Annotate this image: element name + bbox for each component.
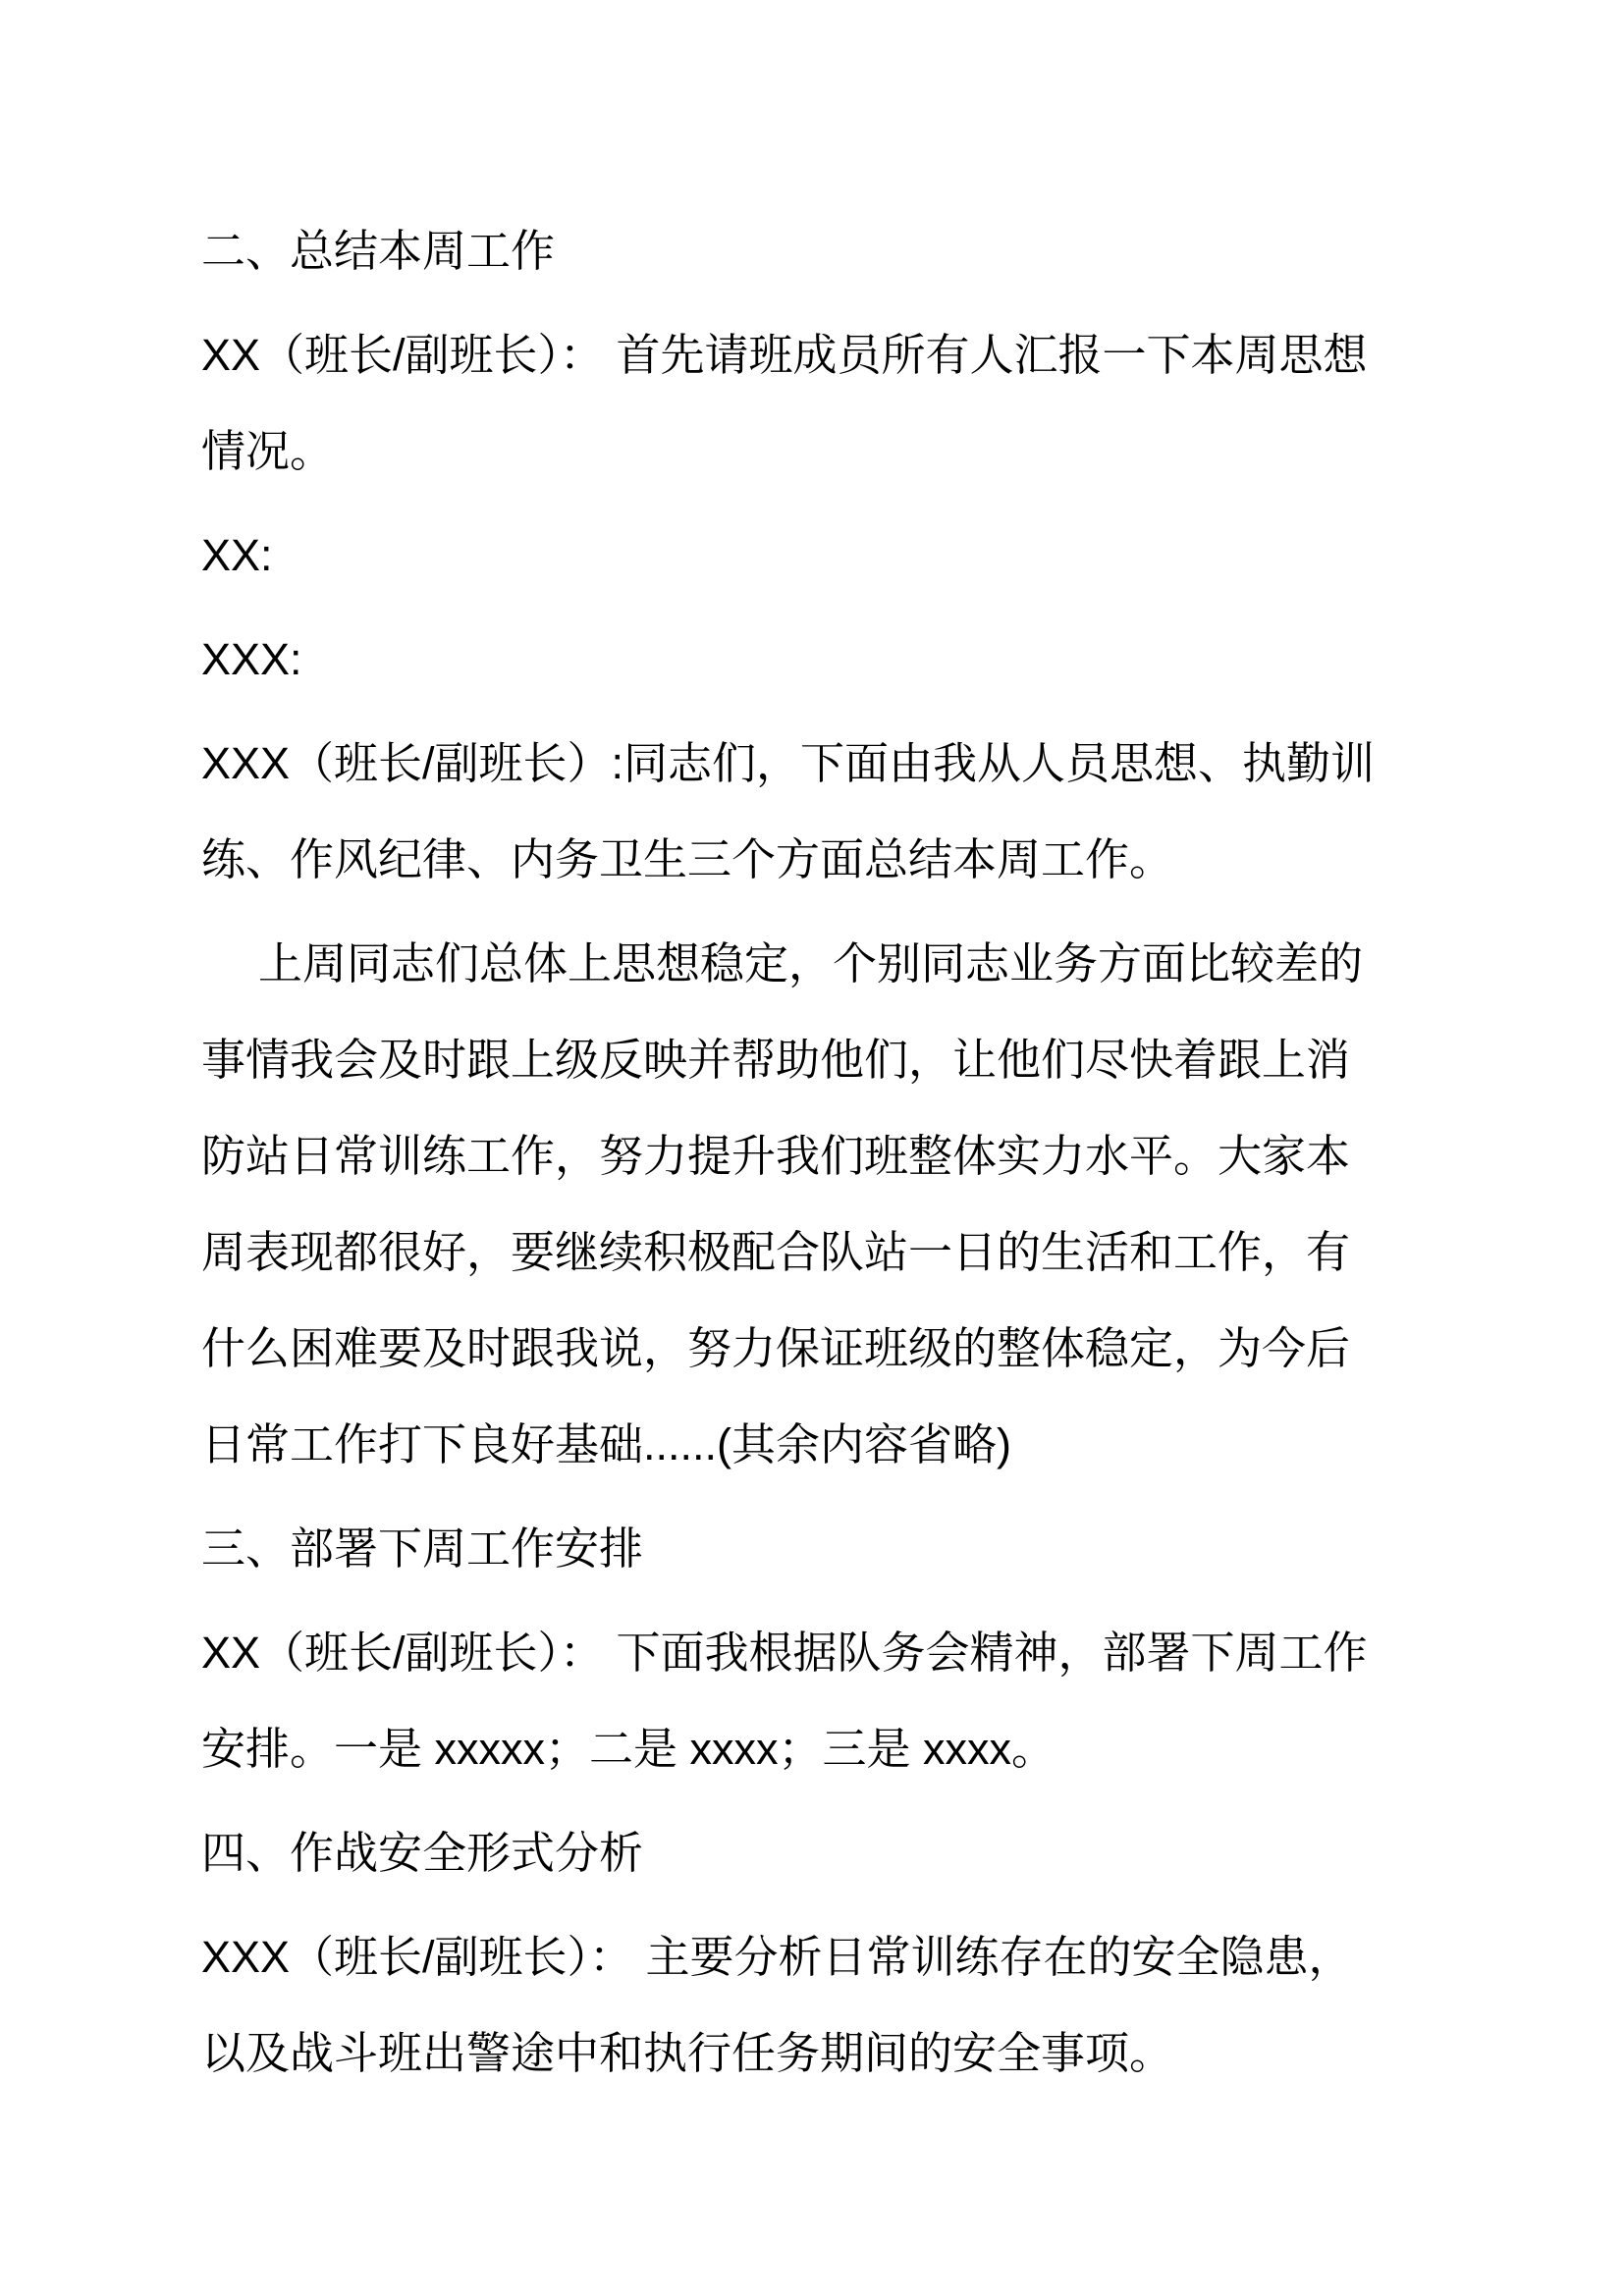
section-heading: 四、作战安全形式分析 bbox=[201, 1828, 644, 1878]
paragraph: XX（班长/副班长）： 首先请班成员所有人汇报一下本周思想情况。 bbox=[201, 330, 1368, 476]
paragraph: XXX（班长/副班长）： 主要分析日常训练存在的安全隐患，以及战斗班出警途中和执行任务期间的安全事项。 bbox=[201, 1932, 1353, 2078]
paragraph: XXX: bbox=[201, 634, 302, 684]
paragraph: XX（班长/副班长）： 下面我根据队务会精神，部署下周工作安排。一是 xxxxx；二是 xxxx；三是 xxxx。 bbox=[201, 1628, 1368, 1774]
paragraph: XX: bbox=[201, 530, 273, 580]
paragraph: 上周同志们总体上思想稳定，个别同志业务方面比较差的事情我会及时跟上级反映并帮助他们，让他们尽快着跟上消防站日常训练工作，努力提升我们班整体实力水平。大家本周表现都很好，要继续积极配合队站一日的生活和工作，有什么困难要及时跟我说，努力保证班级的整体稳定，为今后日常工作打下良好基础......(其余内容省略) bbox=[201, 938, 1364, 1469]
section-heading: 三、部署下周工作安排 bbox=[201, 1523, 644, 1574]
section-heading: 二、总结本周工作 bbox=[201, 226, 556, 276]
paragraph: XXX（班长/副班长）:同志们，下面由我从人员思想、执勤训练、作风纪律、内务卫生三个方面总结本周工作。 bbox=[201, 738, 1376, 884]
